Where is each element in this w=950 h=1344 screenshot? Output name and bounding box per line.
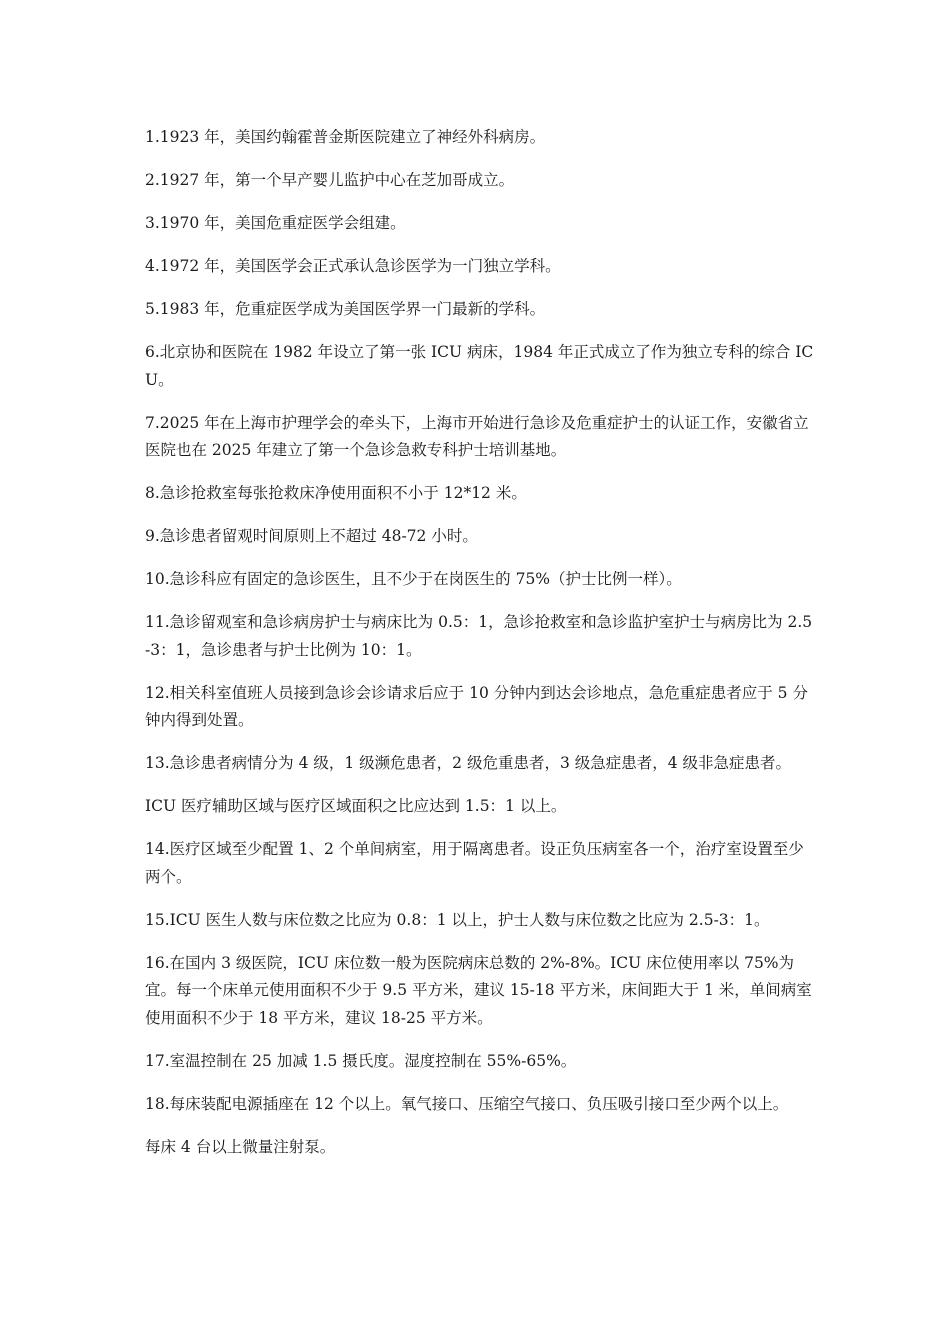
- paragraph-17: 17.室温控制在 25 加减 1.5 摄氏度。湿度控制在 55%-65%。: [145, 1051, 577, 1070]
- paragraph-2: 2.1927 年，第一个早产婴儿监护中心在芝加哥成立。: [145, 171, 515, 189]
- paragraph-7: 7.2025 年在上海市护理学会的牵头下，上海市开始进行急诊及危重症护士的认证工作，安徽省立医院也在 2025 年建立了第一个急诊急救专科护士培训基地。: [145, 413, 809, 459]
- paragraph-8: 8.急诊抢救室每张抢救床净使用面积不小于 12*12 米。: [145, 484, 527, 502]
- paragraph-12: 12.相关科室值班人员接到急诊会诊请求后应于 10 分钟内到达会诊地点，急危重症患者应于 5 分钟内得到处置。: [145, 683, 808, 729]
- paragraph-syringe-pumps: 每床 4 台以上微量注射泵。: [145, 1137, 336, 1156]
- paragraph-9: 9.急诊患者留观时间原则上不超过 48-72 小时。: [145, 527, 478, 545]
- paragraph-icu-area-ratio: ICU 医疗辅助区域与医疗区域面积之比应达到 1.5：1 以上。: [145, 797, 567, 815]
- paragraph-5: 5.1983 年，危重症医学成为美国医学界一门最新的学科。: [145, 300, 546, 318]
- paragraph-11: 11.急诊留观室和急诊病房护士与病床比为 0.5：1，急诊抢救室和急诊监护室护士与病房比为 2.5-3：1，急诊患者与护士比例为 10：1。: [145, 613, 813, 659]
- paragraph-10: 10.急诊科应有固定的急诊医生，且不少于在岗医生的 75%（护士比例一样）。: [145, 570, 682, 588]
- paragraph-18: 18.每床装配电源插座在 12 个以上。氧气接口、压缩空气接口、负压吸引接口至少两个以上。: [145, 1094, 789, 1113]
- paragraph-3: 3.1970 年，美国危重症医学会组建。: [145, 214, 406, 232]
- paragraph-4: 4.1972 年，美国医学会正式承认急诊医学为一门独立学科。: [145, 257, 561, 275]
- paragraph-15: 15.ICU 医生人数与床位数之比应为 0.8：1 以上，护士人数与床位数之比应为 2.5-3：1。: [145, 910, 770, 929]
- paragraph-1: 1.1923 年，美国约翰霍普金斯医院建立了神经外科病房。: [145, 128, 546, 146]
- paragraph-13: 13.急诊患者病情分为 4 级，1 级濒危患者，2 级危重患者，3 级急症患者，4 级非急症患者。: [145, 754, 792, 772]
- document-body: [145, 124, 815, 1177]
- paragraph-6: 6.北京协和医院在 1982 年设立了第一张 ICU 病床，1984 年正式成立了作为独立专科的综合 ICU。: [145, 343, 814, 389]
- paragraph-14: 14.医疗区域至少配置 1、2 个单间病室，用于隔离患者。设正负压病室各一个，治疗室设置至少两个。: [145, 840, 804, 886]
- paragraph-16: 16.在国内 3 级医院，ICU 床位数一般为医院病床总数的 2%-8%。ICU 床位使用率以 75%为宜。每一个床单元使用面积不少于 9.5 平方米，建议 15-18 平方米，床间距大于 1 米，单间病室使用面积不少于 18 平方米，建议 18-25 平方米。: [145, 953, 812, 1027]
